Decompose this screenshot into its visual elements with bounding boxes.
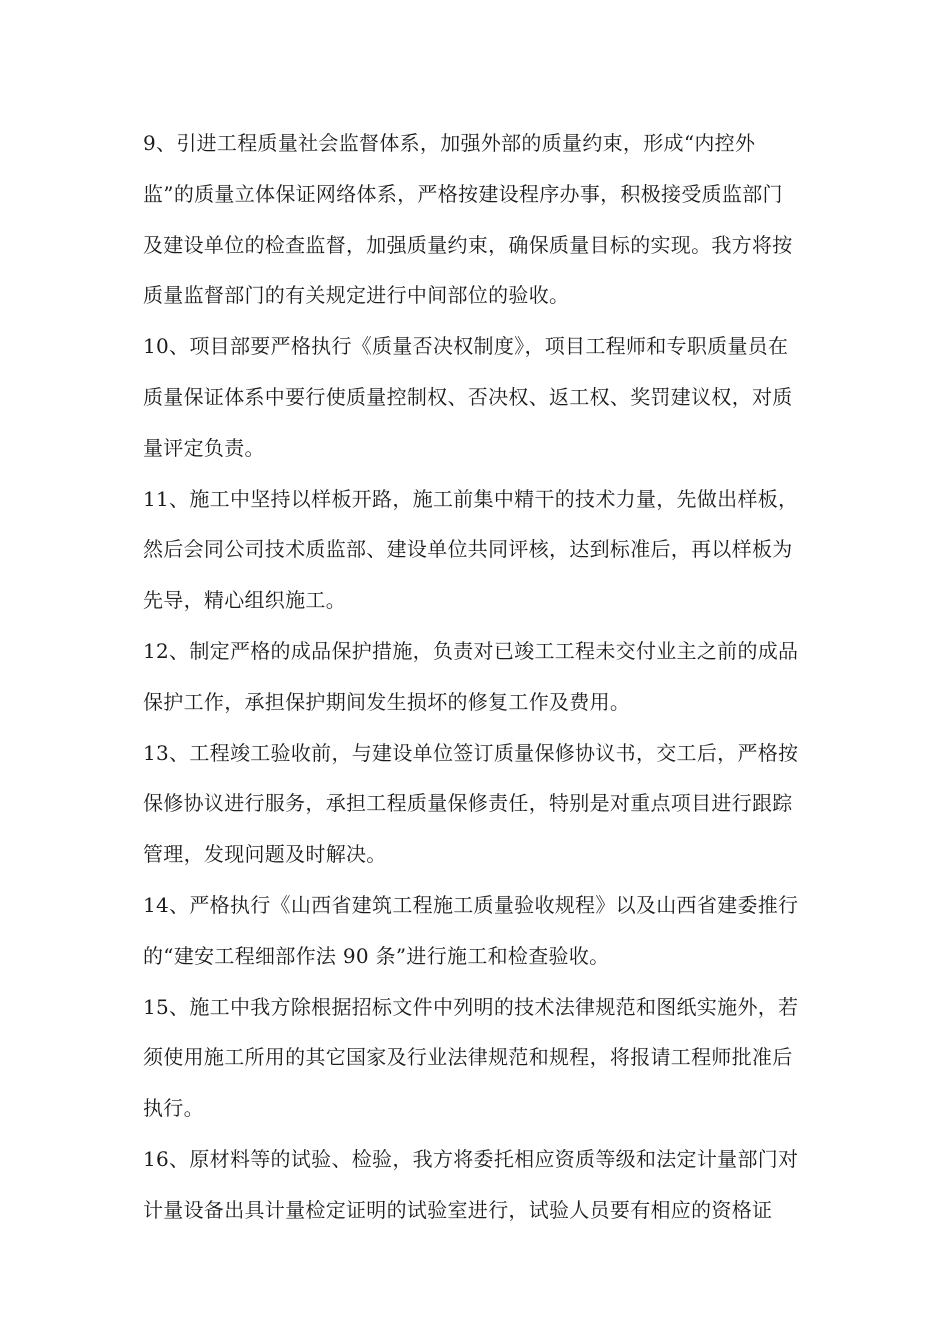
text-line: 12、制定严格的成品保护措施，负责对已竣工工程未交付业主之前的成品 xyxy=(143,638,799,663)
text-line: 先导，精心组织施工。 xyxy=(143,588,346,613)
text-line: 监”的质量立体保证网络体系，严格按建设程序办事，积极接受质监部门 xyxy=(143,181,783,206)
text-line: 保护工作，承担保护期间发生损坏的修复工作及费用。 xyxy=(143,689,631,714)
text-line: 管理，发现问题及时解决。 xyxy=(143,842,387,867)
text-line: 10、项目部要严格执行《质量否决权制度》，项目工程师和专职质量员在 xyxy=(143,334,789,359)
text-line: 9、引进工程质量社会监督体系，加强外部的质量约束，形成“内控外 xyxy=(143,131,756,155)
text-line: 计量设备出具计量检定证明的试验室进行，试验人员要有相应的资格证 xyxy=(143,1197,773,1222)
text-line: 13、工程竣工验收前，与建设单位签订质量保修协议书，交工后，严格按 xyxy=(143,740,799,765)
text-line: 保修协议进行服务，承担工程质量保修责任，特别是对重点项目进行跟踪 xyxy=(143,791,793,816)
text-line: 15、施工中我方除根据招标文件中列明的技术法律规范和图纸实施外，若 xyxy=(143,994,799,1019)
text-line: 量评定负责。 xyxy=(143,435,265,460)
text-line: 及建设单位的检查监督，加强质量约束，确保质量目标的实现。我方将按 xyxy=(143,232,793,257)
text-line: 11、施工中坚持以样板开路，施工前集中精干的技术力量，先做出样板， xyxy=(143,486,799,511)
text-line: 质量保证体系中要行使质量控制权、否决权、返工权、奖罚建议权，对质 xyxy=(143,384,793,409)
document-body xyxy=(143,122,833,1240)
text-line: 须使用施工所用的其它国家及行业法律规范和规程，将报请工程师批准后 xyxy=(143,1045,793,1070)
text-line: 14、严格执行《山西省建筑工程施工质量验收规程》以及山西省建委推行 xyxy=(143,892,799,917)
text-line: 质量监督部门的有关规定进行中间部位的验收。 xyxy=(143,283,570,308)
text-line: 执行。 xyxy=(143,1096,204,1121)
text-line: 的“建安工程细部作法 90 条”进行施工和检查验收。 xyxy=(143,943,610,968)
text-line: 16、原材料等的试验、检验，我方将委托相应资质等级和法定计量部门对 xyxy=(143,1146,799,1171)
text-line: 然后会同公司技术质监部、建设单位共同评核，达到标准后，再以样板为 xyxy=(143,537,793,562)
